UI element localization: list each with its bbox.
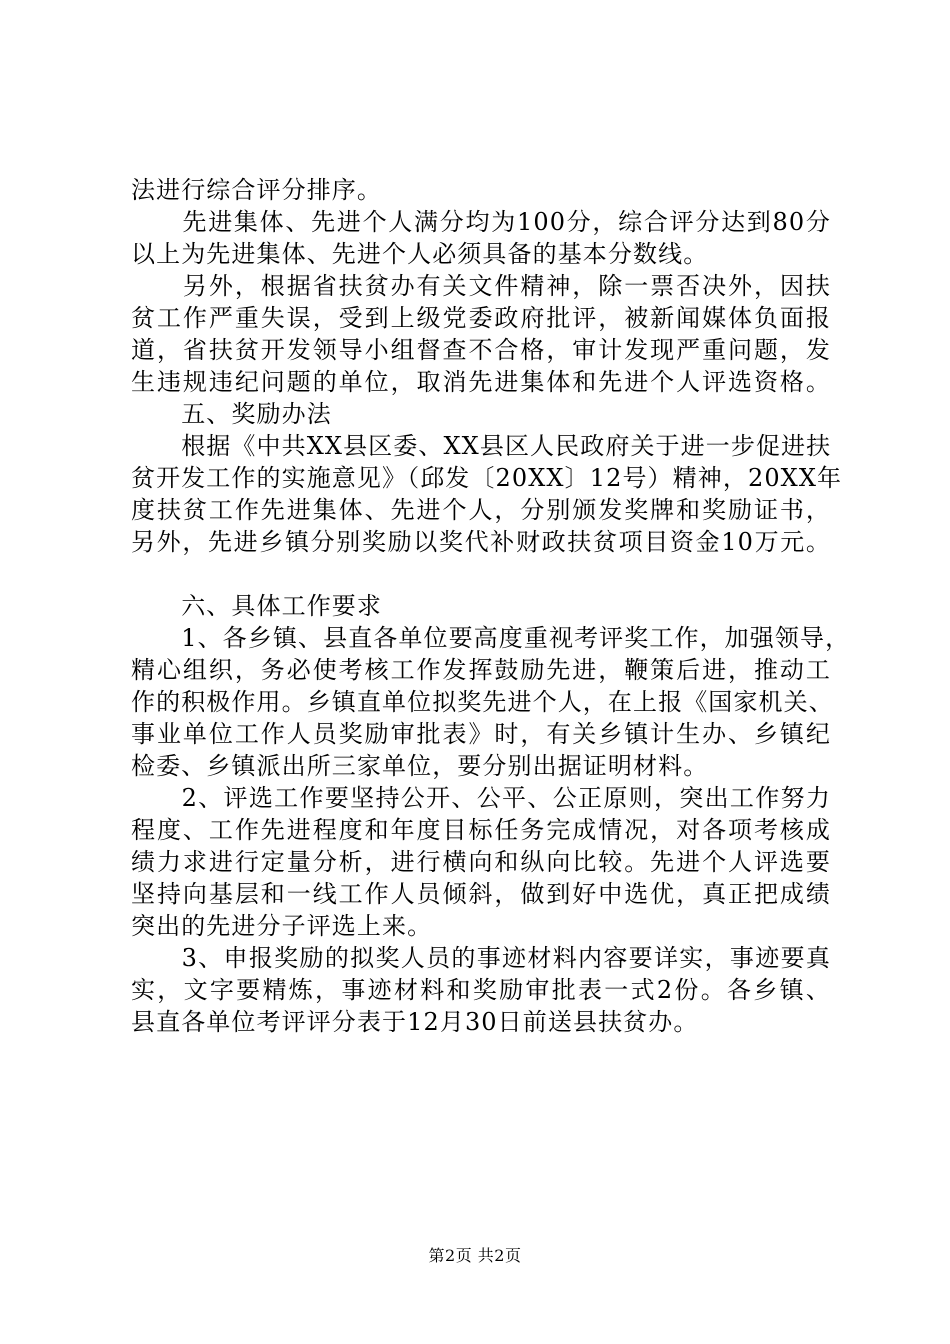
- section-heading: 五、奖励办法: [131, 400, 332, 428]
- text-line: 程度、工作先进程度和年度目标任务完成情况，对各项考核成: [131, 816, 831, 844]
- text-line: 县直各单位考评评分表于12月30日前送县扶贫办。: [131, 1008, 699, 1036]
- text-line: 绩力求进行定量分析，进行横向和纵向比较。先进个人评选要: [131, 848, 831, 876]
- text-line: 生违规违纪问题的单位，取消先进集体和先进个人评选资格。: [131, 368, 831, 396]
- text-line: 另外，先进乡镇分别奖励以奖代补财政扶贫项目资金10万元。: [131, 528, 831, 556]
- text-line: 作的积极作用。乡镇直单位拟奖先进个人，在上报《国家机关、: [131, 688, 834, 716]
- text-line: 另外，根据省扶贫办有关文件精神，除一票否决外，因扶: [131, 272, 831, 300]
- text-line: 道，省扶贫开发领导小组督查不合格，审计发现严重问题，发: [131, 336, 831, 364]
- text-line: 法进行综合评分排序。: [131, 176, 382, 204]
- text-line: 贫工作严重失误，受到上级党委政府批评，被新闻媒体负面报: [131, 304, 831, 332]
- page-number-footer: 第2页 共2页: [428, 1246, 522, 1265]
- text-line: 以上为先进集体、先进个人必须具备的基本分数线。: [131, 240, 709, 268]
- text-line: 1、各乡镇、县直各单位要高度重视考评奖工作，加强领导，: [131, 624, 851, 652]
- text-line: 事业单位工作人员奖励审批表》时，有关乡镇计生办、乡镇纪: [131, 720, 831, 748]
- text-line: 2、评选工作要坚持公开、公平、公正原则，突出工作努力: [131, 784, 831, 812]
- text-line: 检委、乡镇派出所三家单位，要分别出据证明材料。: [131, 752, 709, 780]
- text-line: 实，文字要精炼，事迹材料和奖励审批表一式2份。各乡镇、: [131, 976, 831, 1004]
- text-line: 贫开发工作的实施意见》（邱发〔20XX〕12号）精神，20XX年: [131, 464, 843, 492]
- text-line: 突出的先进分子评选上来。: [131, 912, 433, 940]
- text-line: 坚持向基层和一线工作人员倾斜，做到好中选优，真正把成绩: [131, 880, 831, 908]
- text-line: 3、申报奖励的拟奖人员的事迹材料内容要详实，事迹要真: [131, 944, 831, 972]
- text-line: 先进集体、先进个人满分均为100分，综合评分达到80分: [131, 208, 831, 236]
- text-line: 度扶贫工作先进集体、先进个人，分别颁发奖牌和奖励证书，: [131, 496, 831, 524]
- text-line: 根据《中共XX县区委、XX县区人民政府关于进一步促进扶: [131, 432, 832, 460]
- paragraph-gap: [131, 558, 831, 590]
- section-heading: 六、具体工作要求: [131, 592, 382, 620]
- document-body: [131, 174, 851, 1038]
- text-line: 精心组织，务必使考核工作发挥鼓励先进，鞭策后进，推动工: [131, 656, 831, 684]
